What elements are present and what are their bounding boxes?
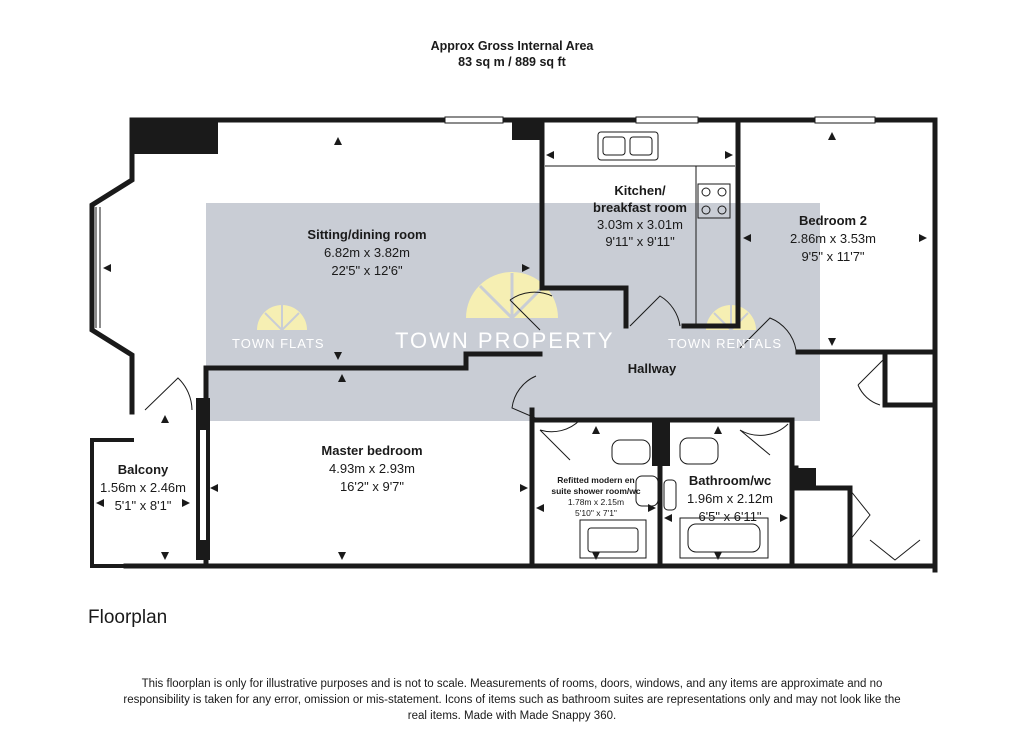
- room-name-line2: breakfast room: [593, 200, 687, 215]
- wall-block-topleft: [132, 120, 218, 154]
- wall-left-bay: [92, 122, 132, 412]
- room-hallway: [602, 360, 702, 378]
- toilet-icon-2: [680, 438, 718, 464]
- room-name: Master bedroom: [321, 443, 423, 458]
- room-sitting-dining: [262, 226, 472, 280]
- room-balcony: [88, 461, 198, 515]
- room-name: Bedroom 2: [799, 213, 867, 228]
- sink-icon: [598, 132, 658, 160]
- wall-block-bath: [652, 420, 670, 466]
- room-name: Kitchen/: [614, 183, 666, 198]
- watermark-text-main: TOWN PROPERTY: [395, 328, 615, 353]
- room-metric: 1.56m x 2.46m: [100, 480, 186, 495]
- toilet-icon: [612, 440, 650, 464]
- room-name-line2: suite shower room/wc: [551, 486, 641, 496]
- room-metric: 1.78m x 2.15m: [567, 497, 625, 507]
- watermark-text-left: TOWN FLATS: [232, 336, 325, 351]
- room-imperial: 5'1" x 8'1": [114, 498, 172, 513]
- room-master-bedroom: [282, 442, 462, 496]
- room-imperial: 6'5" x 6'11": [698, 509, 762, 524]
- room-imperial: 5'10" x 7'1": [575, 508, 617, 518]
- room-name: Balcony: [117, 462, 169, 477]
- room-metric: 6.82m x 3.82m: [324, 245, 410, 260]
- floorplan-title: Floorplan: [88, 607, 168, 628]
- room-name: Sitting/dining room: [307, 227, 427, 242]
- room-kitchen: [560, 182, 720, 250]
- area-title: Approx Gross Internal Area: [430, 39, 594, 53]
- room-metric: 4.93m x 2.93m: [329, 461, 415, 476]
- room-metric: 3.03m x 3.01m: [597, 217, 683, 232]
- watermark-text-right: TOWN RENTALS: [668, 336, 783, 351]
- room-imperial: 9'11" x 9'11": [605, 234, 675, 249]
- room-bedroom-2: [768, 212, 898, 266]
- disclaimer-text: This floorplan is only for illustrative purposes and is not to scale. Measurements of rooms, doors, windows, and any items are approximate and no responsibility is taken for any error, omission or mis-statement. Icons of items such as bathroom suites are representations only and may not look like the real items. Made with Made Snappy 360.: [123, 678, 901, 722]
- room-imperial: 16'2" x 9'7": [339, 479, 405, 494]
- room-metric: 2.86m x 3.53m: [790, 231, 876, 246]
- room-imperial: 22'5" x 12'6": [331, 263, 403, 278]
- wall-block-kitchen: [512, 120, 542, 140]
- room-name: Refitted modern en: [557, 475, 635, 485]
- area-value: 83 sq m / 889 sq ft: [458, 55, 566, 69]
- room-name: Hallway: [627, 361, 677, 376]
- room-ensuite: [540, 475, 652, 519]
- room-imperial: 9'5" x 11'7": [801, 249, 865, 264]
- room-metric: 1.96m x 2.12m: [687, 491, 773, 506]
- wall-closet-upper: [885, 352, 930, 405]
- room-name: Bathroom/wc: [688, 473, 772, 488]
- room-bathroom: [672, 472, 788, 526]
